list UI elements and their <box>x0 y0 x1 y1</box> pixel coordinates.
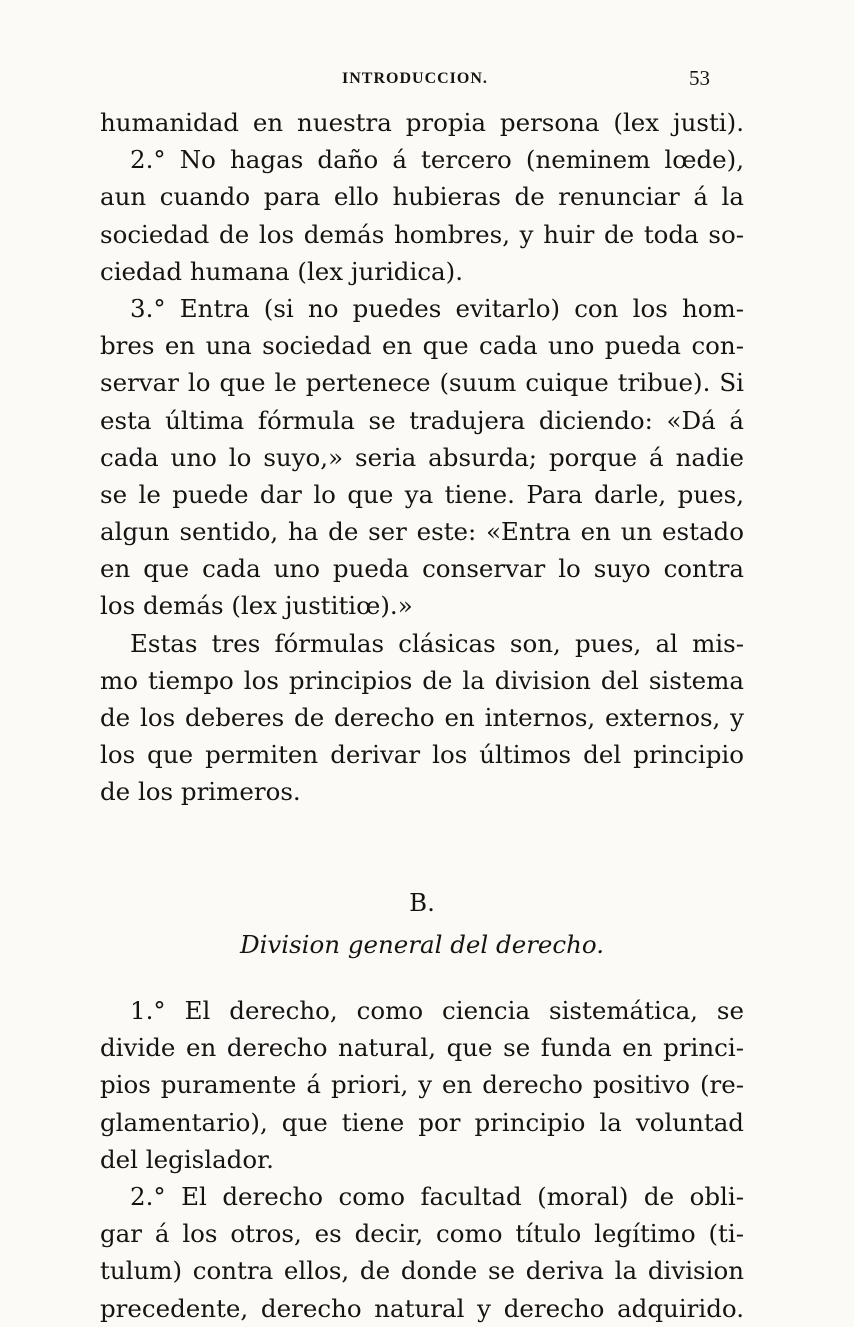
text-line: servar lo que le pertenece (suum cuique tribue). Si <box>100 368 744 398</box>
paragraph-formulas-clasicas <box>100 625 744 811</box>
text-line: ciedad humana (lex juridica). <box>100 256 464 286</box>
paragraph-2-derecho-facultad <box>100 1178 744 1327</box>
text-line: esta última fórmula se tradujera diciendo: «Dá á <box>100 405 744 435</box>
page-header <box>100 66 710 96</box>
text-line: del legislador. <box>100 1144 274 1174</box>
text-line: de los deberes de derecho en internos, externos, y <box>100 703 744 732</box>
text-line: aun cuando para ello hubieras de renunciar á la <box>100 182 744 212</box>
text-line: 2.° El derecho como facultad (moral) de obli- <box>130 1181 744 1211</box>
text-line: los que permiten derivar los últimos del principio <box>100 740 744 770</box>
text-line: en que cada uno pueda conservar lo suyo contra <box>100 554 744 584</box>
text-line: humanidad en nuestra propia persona (lex justi). <box>100 108 744 137</box>
section-label: B. <box>409 888 435 917</box>
text-line: 1.° El derecho, como ciencia sistemática, se <box>130 996 744 1025</box>
paragraph-1-derecho-ciencia <box>100 992 744 1178</box>
text-line: se le puede dar lo que ya tiene. Para darle, pues, <box>100 479 744 509</box>
paragraph-3-entra <box>100 290 744 625</box>
text-line: 2.° No hagas daño á tercero (neminem lœde), <box>130 145 744 175</box>
text-line: precedente, derecho natural y derecho adquirido. <box>100 1293 744 1323</box>
text-line: cada uno lo suyo,» seria absurda; porque á nadie <box>100 442 744 472</box>
text-line: tulum) contra ellos, de donde se deriva la division <box>100 1256 744 1286</box>
text-line: glamentario), que tiene por principio la voluntad <box>100 1107 744 1137</box>
text-line: pios puramente á priori, y en derecho positivo (re- <box>100 1070 744 1100</box>
text-line: de los primeros. <box>100 777 301 807</box>
text-line: divide en derecho natural, que se funda en princi- <box>100 1033 744 1063</box>
text-line: mo tiempo los principios de la division del sistema <box>100 665 744 695</box>
text-line: los demás (lex justitiœ).» <box>100 591 413 621</box>
running-head: INTRODUCCION. <box>342 70 488 87</box>
text-line: bres en una sociedad en que cada uno pueda con- <box>100 331 744 361</box>
section-title: Division general del derecho. <box>239 930 605 959</box>
division-section <box>100 992 744 1327</box>
text-line: Estas tres fórmulas clásicas son, pues, al mis- <box>130 628 744 658</box>
paragraph-2-no-hagas-dano <box>100 104 744 290</box>
text-line: gar á los otros, es decir, como título legítimo (ti- <box>100 1219 744 1249</box>
text-line: sociedad de los demás hombres, y huir de toda so- <box>100 219 744 249</box>
page-body <box>100 104 744 1323</box>
text-line: 3.° Entra (si no puedes evitarlo) con los hom- <box>130 293 744 323</box>
page-number: 53 <box>689 66 710 90</box>
text-line: algun sentido, ha de ser este: «Entra en un estado <box>100 517 744 547</box>
